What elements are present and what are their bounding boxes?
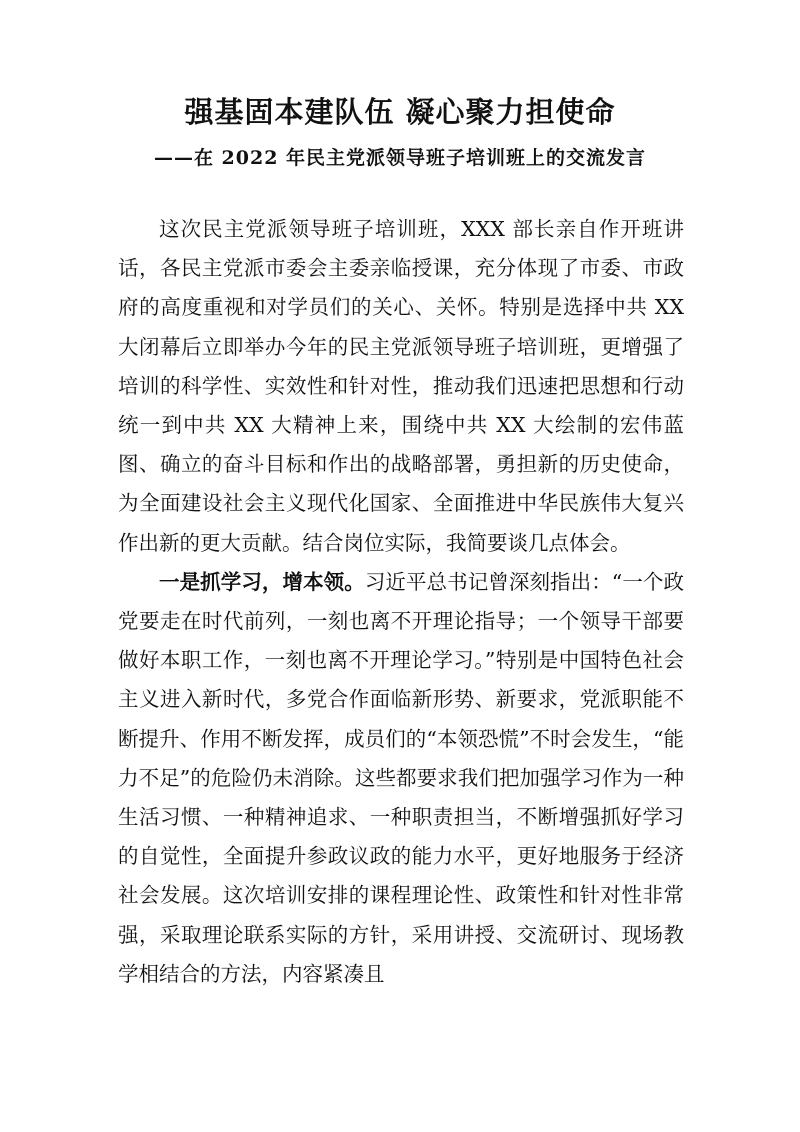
paragraph-text: 习近平总书记曾深刻指出：“一个政党要走在时代前列，一刻也离不开理论指导；一个领导干部要做好本职工作，一刻也离不开理论学习。”特别是中国特色社会主义进入新时代，多党合作面临新形势、新要求，党派职能不断提升、作用不断发挥，成员们的“本领恐慌”不时会发生，“能力不足”的危险仍未消除。这些都要求我们把加强学习作为一种生活习惯、一种精神追求、一种职责担当，不断增强抓好学习的自觉性，全面提升参政议政的能力水平，更好地服务于经济社会发展。这次培训安排的课程理论性、政策性和针对性非常强，采取理论联系实际的方针，采用讲授、交流研讨、现场教学相结合的方法，内容紧凑且 bbox=[118, 569, 685, 986]
paragraph-text: 这次民主党派领导班子培训班，XXX 部长亲自作开班讲话，各民主党派市委会主委亲临授课，充分体现了市委、市政府的高度重视和对学员们的关心、关怀。特别是选择中共 XX 大闭幕后立即举办今年的民主党派领导班子培训班，更增强了培训的科学性、实效性和针对性，推动我们迅速把思想和行动统一到中共 XX 大精神上来，围绕中共 XX 大绘制的宏伟蓝图、确立的奋斗目标和作出的战略部署，勇担新的历史使命，为全面建设社会主义现代化国家、全面推进中华民族伟大复兴作出新的更大贡献。结合岗位实际，我简要谈几点体会。 bbox=[118, 217, 684, 555]
body-paragraph-study bbox=[118, 563, 684, 994]
document-subtitle: ——在 2022 年民主党派领导班子培训班上的交流发言 bbox=[153, 147, 647, 169]
body-paragraph-intro bbox=[118, 210, 684, 563]
document-body bbox=[118, 210, 684, 994]
paragraph-lead-heading: 一是抓学习，增本领。 bbox=[159, 569, 365, 594]
document-title: 强基固本建队伍 凝心聚力担使命 bbox=[184, 95, 616, 129]
